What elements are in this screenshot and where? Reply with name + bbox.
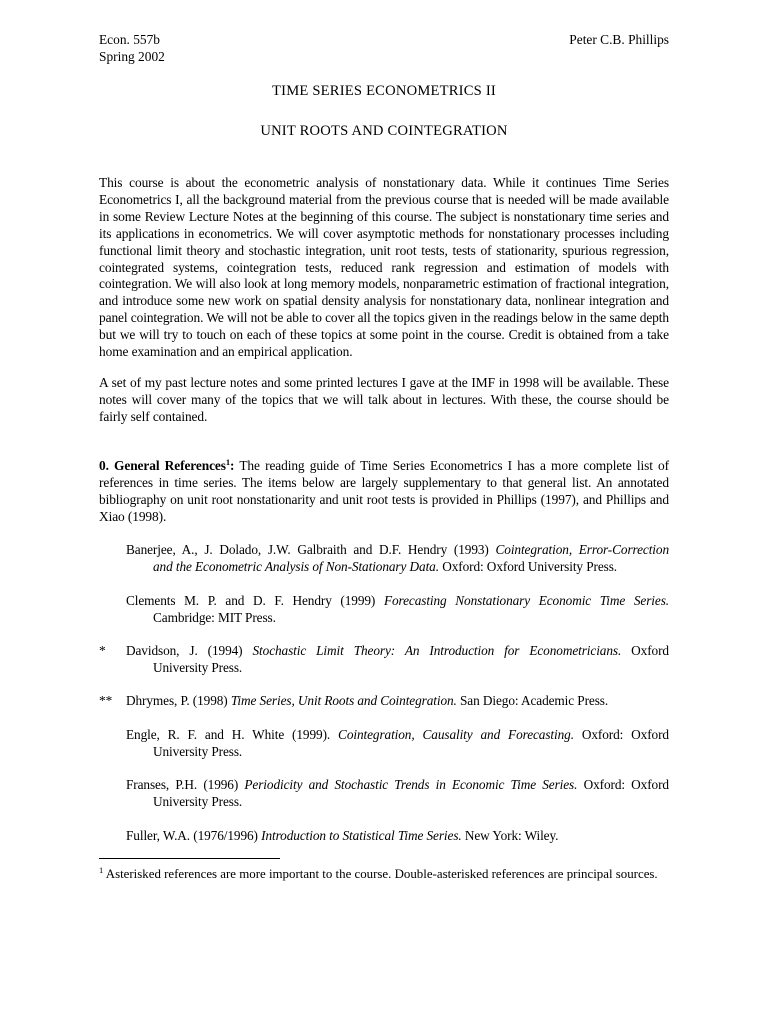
ref-title: Cointegration, Error-Correction — [495, 542, 669, 557]
reference-entry — [126, 828, 669, 845]
footnote-divider — [99, 858, 280, 859]
footnote — [99, 866, 669, 884]
ref-publisher: New York: Wiley. — [464, 828, 559, 843]
ref-authors: Dhrymes, P. (1998) — [126, 693, 228, 708]
footnote-text: Asterisked references are more important to the course. Double-asterisked references are principal sources. — [103, 867, 658, 881]
ref-publisher: Oxford: Oxford — [583, 777, 669, 792]
reference-entry — [126, 693, 669, 710]
general-references-heading: 0. General References — [99, 458, 226, 473]
footnote-number: 1 — [99, 865, 104, 875]
ref-importance-mark: * — [99, 643, 106, 658]
ref-title: Forecasting Nonstationary Economic Time Series. — [383, 593, 669, 608]
ref-publisher: Oxford: Oxford — [581, 727, 669, 742]
ref-title: Time Series, Unit Roots and Cointegration. — [230, 693, 457, 708]
reference-entry — [126, 777, 669, 811]
course-code: Econ. 557b — [99, 32, 160, 47]
instructor-name: Peter C.B. Phillips — [569, 32, 669, 47]
reference-entry — [126, 593, 669, 627]
general-references-text: The reading guide of Time Series Econometrics I has a more complete list of references in time series. The items below are largely supplementary to that general list. An annotated bibliography on unit root nonstationarity and unit root tests is provided in Phillips (1997), and Phillips and Xiao (1998). — [99, 458, 669, 524]
reference-entry — [126, 542, 669, 576]
ref-title: Periodicity and Stochastic Trends in Economic Time Series. — [244, 777, 578, 792]
ref-authors: Engle, R. F. and H. White (1999). — [126, 727, 331, 742]
ref-publisher-cont: University Press. — [153, 659, 243, 675]
footnote-marker: 1 — [225, 457, 231, 467]
ref-authors: Banerjee, A., J. Dolado, J.W. Galbraith and D.F. Hendry (1993) — [126, 542, 489, 557]
course-header — [99, 31, 165, 65]
ref-publisher: Oxford — [631, 643, 669, 658]
ref-title: Cointegration, Causality and Forecasting. — [338, 727, 574, 742]
notes-paragraph: A set of my past lecture notes and some printed lectures I gave at the IMF in 1998 will be available. These notes will cover many of the topics that we will talk about in lectures. With these, the course should be fairly self contained. — [99, 375, 669, 424]
ref-authors: Franses, P.H. (1996) — [126, 777, 239, 792]
intro-paragraph: This course is about the econometric analysis of nonstationary data. While it continues Time Series Econometrics I, all the background material from the previous course that is needed will be made available in some Review Lecture Notes at the beginning of this course. The subject is nonstationary time series and its applications in econometrics. We will cover asymptotic methods for nonstationary processes including functional limit theory and stochastic integration, unit root tests, tests of stationarity, spurious regression, cointegrated systems, cointegration tests, reduced rank regression and estimation of models with cointegration. We will also look at long memory models, nonparametric estimation of fractional integration, and introduce some new work on spatial density analysis for nonstationary data, nonlinear integration and panel cointegration. We will not be able to cover all the topics given in the readings below in the same depth but we will try to touch on each of these topics at some point in the course. Credit is obtained from a take home examination and an empirical application. — [99, 175, 669, 360]
ref-publisher-cont: University Press. — [153, 743, 243, 759]
ref-title: Stochastic Limit Theory: An Introduction for Econometricians. — [252, 643, 622, 658]
ref-publisher: San Diego: Academic Press. — [460, 693, 609, 708]
heading-colon: : — [230, 458, 235, 473]
ref-title: Introduction to Statistical Time Series. — [261, 828, 462, 843]
ref-importance-mark: ** — [99, 693, 113, 708]
ref-publisher: Oxford: Oxford University Press. — [442, 558, 617, 574]
ref-authors: Clements M. P. and D. F. Hendry (1999) — [126, 593, 376, 608]
ref-publisher: Cambridge: MIT Press. — [153, 609, 276, 625]
ref-authors: Davidson, J. (1994) — [126, 643, 243, 658]
reference-entry — [126, 727, 669, 761]
ref-authors: Fuller, W.A. (1976/1996) — [126, 828, 258, 843]
course-term: Spring 2002 — [99, 49, 165, 64]
ref-title-cont: and the Econometric Analysis of Non-Stationary Data. — [153, 558, 439, 574]
ref-publisher-cont: University Press. — [153, 793, 243, 809]
course-title: TIME SERIES ECONOMETRICS II — [272, 83, 496, 99]
reference-entry — [126, 643, 669, 677]
general-references-paragraph — [99, 458, 669, 526]
course-subtitle: UNIT ROOTS AND COINTEGRATION — [260, 123, 508, 139]
